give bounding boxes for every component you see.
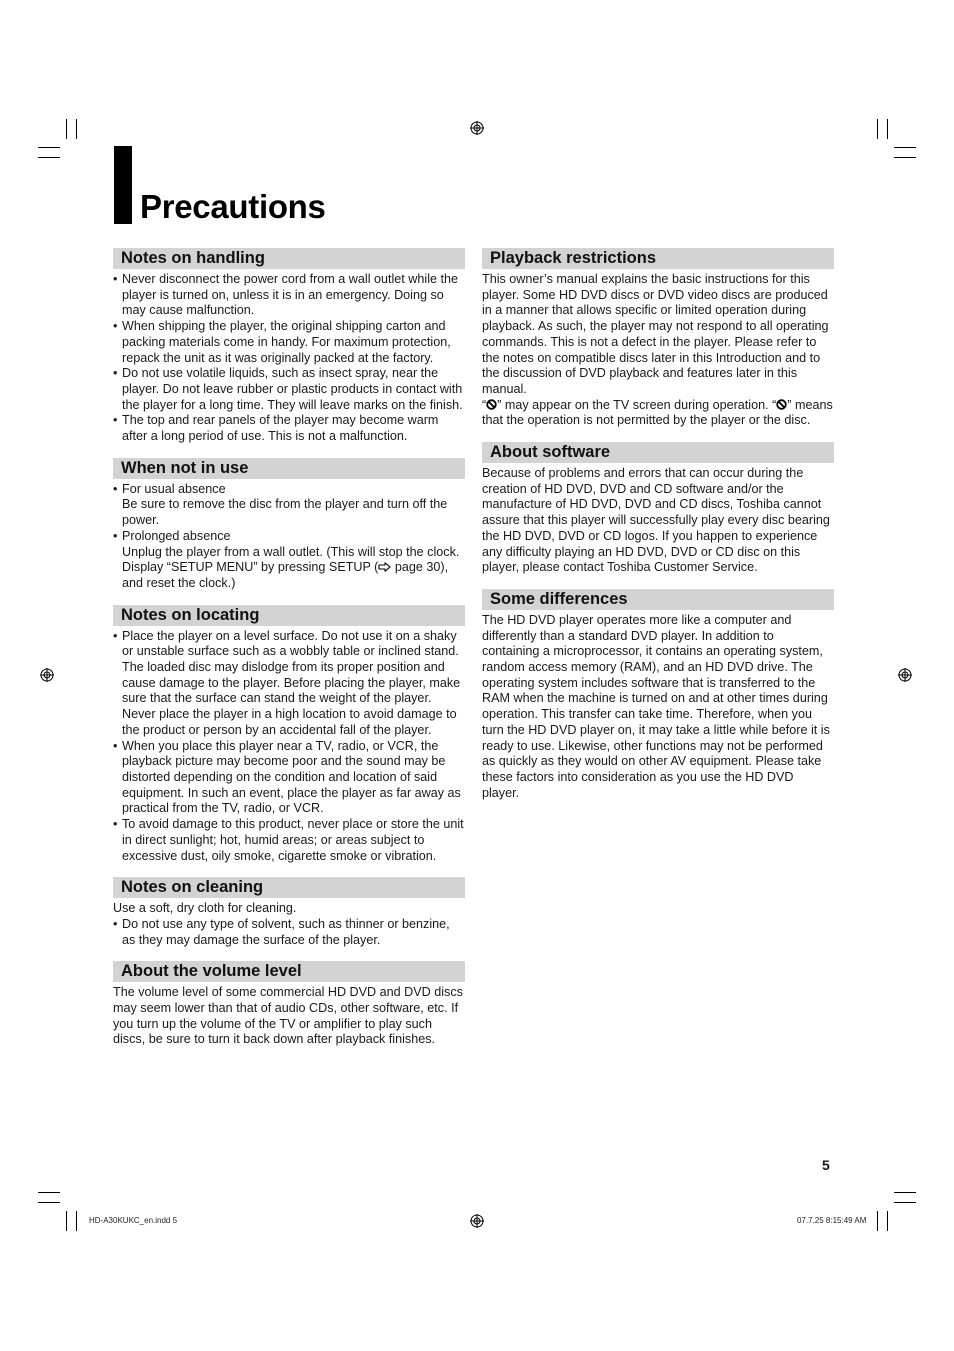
list-item: • When shipping the player, the original shipping carton and packing materials come in handy. For maximum protection, repack the unit as it was originally packed at the factory. [113,319,465,366]
list-item-detail [113,545,465,592]
text-fragment: page 30), and reset the clock.) [122,560,449,590]
section-heading: About the volume level [113,961,465,982]
registration-mark-icon [898,668,912,682]
footer-file-name: HD-A30KUKC_en.indd 5 [89,1216,178,1225]
prohibited-icon [486,399,497,410]
title-bar [114,146,132,224]
list-item-detail: Be sure to remove the disc from the player and turn off the power. [122,497,448,528]
page-title: Precautions [140,188,326,225]
text-fragment: ” means that the operation is not permitted by the player or the disc. [482,397,833,428]
text-fragment: Unplug the player from a wall outlet. (This will stop the clock. Display “SETUP MENU” by pressing SETUP ( [122,544,460,575]
section-heading: Notes on locating [113,605,465,626]
list-item: • Do not use any type of solvent, such as thinner or benzine, as they may damage the surface of the player. [113,917,465,948]
section-about-software [482,442,834,576]
arrow-right-icon [378,562,391,572]
section-heading: Notes on handling [113,248,465,269]
right-column [482,248,834,814]
paragraph: The HD DVD player operates more like a computer and differently than a standard DVD player. In addition to containing a microprocessor, it contains an operating system, random access memory (RAM), and an HD DVD drive. The operating system includes software that is transferred to the RAM when the machine is turned on and at other times during operation. This transfer can take time. Therefore, when you turn the HD DVD player on, it may take a little while before it is ready to use. Likewise, other functions may not be performed as quickly as they would on other AV equipment. Please take these factors into consideration as you use the HD DVD player. [482,612,830,800]
section-notes-on-locating [113,605,465,865]
list-item: • When you place this player near a TV, radio, or VCR, the playback picture may become poor and the sound may be distorted depending on the condition and location of said equipment. In such an event, place the player as far away as practical from the TV, radio, or VCR. [113,739,465,818]
list-item: • Prolonged absence [113,529,465,545]
paragraph: Use a soft, dry cloth for cleaning. [113,901,297,916]
section-some-differences [482,589,834,801]
section-about-the-volume-level [113,961,465,1048]
section-notes-on-handling [113,248,465,445]
registration-mark-icon [40,668,54,682]
prohibited-icon [776,399,787,410]
section-when-not-in-use [113,458,465,592]
text-fragment: ” may appear on the TV screen during operation. “ [497,397,777,412]
footer-timestamp: 07.7.25 8:15:49 AM [797,1216,867,1225]
section-heading: Playback restrictions [482,248,834,269]
text-fragment: “ [482,397,487,412]
section-heading: Some differences [482,589,834,610]
list-item: • Do not use volatile liquids, such as insect spray, near the player. Do not leave rubber or plastic products in contact with the player for a long time. They will leave marks on the finish. [113,366,465,413]
section-heading: When not in use [113,458,465,479]
page-number: 5 [822,1157,830,1173]
section-notes-on-cleaning [113,877,465,948]
section-playback-restrictions [482,248,834,429]
section-heading: About software [482,442,834,463]
paragraph: Because of problems and errors that can occur during the creation of HD DVD, DVD and CD software and/or the manufacture of HD DVD, DVD and CD discs, Toshiba cannot assure that this player will successfully play every disc bearing the HD DVD, DVD or CD logos. If you happen to experience any difficulty playing an HD DVD, DVD or CD disc on this player, please contact Toshiba Customer Service. [482,466,830,575]
registration-mark-icon [470,1214,484,1228]
registration-mark-icon [470,121,484,135]
list-item: • The top and rear panels of the player may become warm after a long period of use. This is not a malfunction. [113,413,465,444]
list-item: • Never disconnect the power cord from a wall outlet while the player is turned on, unless it is in an emergency. Doing so may cause malfunction. [113,272,465,319]
list-item: • For usual absence [113,482,465,498]
list-item: • Place the player on a level surface. Do not use it on a shaky or unstable surface such as a wobbly table or inclined stand. The loaded disc may dislodge from its proper position and cause damage to the player. Before placing the player, make sure that the surface can stand the weight of the player. Never place the player in a high location to avoid damage to the product or person by an accidental fall of the player. [113,629,465,739]
left-column [113,248,465,1061]
paragraph [482,398,834,429]
list-item: • To avoid damage to this product, never place or store the unit in direct sunlight; hot, humid areas; or areas subject to excessive dust, oily smoke, cigarette smoke or vibration. [113,817,465,864]
paragraph: The volume level of some commercial HD DVD and DVD discs may seem lower than that of audio CDs, other software, etc. If you turn up the volume of the TV or amplifier to play such discs, be sure to turn it back down after playback finishes. [113,985,463,1047]
paragraph: This owner’s manual explains the basic instructions for this player. Some HD DVD discs or DVD video discs are produced in a manner that allows specific or limited operation during playback. As such, the player may not respond to all operating commands. This is not a defect in the player. Please refer to the notes on compatible discs later in this Introduction and to the discussion of DVD playback and features later in this manual. [482,272,829,396]
section-heading: Notes on cleaning [113,877,465,898]
